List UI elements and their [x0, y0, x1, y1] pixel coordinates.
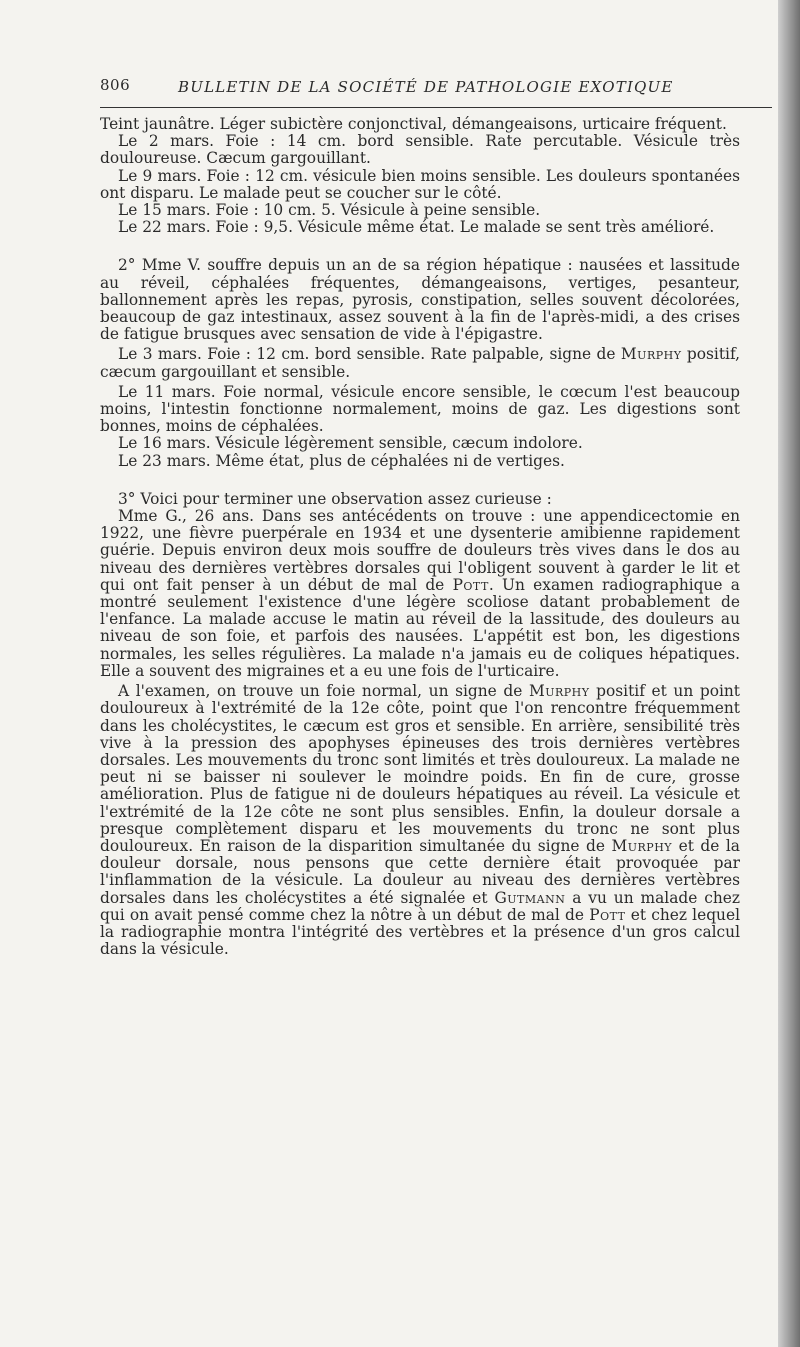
case3-paragraph: 3° Voici pour terminer une observation assez curieuse :: [118, 489, 552, 508]
author-name: Pott: [452, 575, 489, 594]
scan-edge: [778, 0, 800, 1347]
case2-paragraph: Le 16 mars. Vésicule légèrement sensible, cæcum indolore.: [118, 434, 583, 453]
author-name: Murphy: [528, 682, 590, 701]
author-name: Pott: [589, 905, 626, 924]
case1-paragraph: Le 2 mars. Foie : 14 cm. bord sensible. Rate percutable. Vésicule très douloureuse. Cæcum gargouillant.: [100, 132, 740, 168]
case2-paragraph: Le 3 mars. Foie : 12 cm. bord sensible. Rate palpable, signe de Murphy positif, cæcum gargouillant et sensible.: [100, 345, 740, 381]
article-body: [100, 116, 740, 958]
header-rule: [100, 107, 772, 108]
case3-paragraph: Mme G., 26 ans. Dans ses antécédents on trouve : une appendicectomie en 1922, une fièvre puerpérale en 1934 et une dysenterie amibienne rapidement guérie. Depuis environ deux mois souffre de douleurs très vives dans le dos au niveau des dernières vertèbres dorsales qui l'obligent souvent à garder le lit et qui ont fait penser à un début de mal de Pott. Un examen radiographique a montré seulement l'existence d'une légère scoliose datant probablement de l'enfance. La malade accuse le matin au réveil de la lassitude, des douleurs au niveau de son foie, et parfois des nausées. L'appétit est bon, les digestions normales, les selles régulières. La malade n'a jamais eu de coliques hépatiques. Elle a souvent des migraines et a eu une fois de l'urticaire.: [100, 507, 740, 680]
case2-paragraph: 2° Mme V. souffre depuis un an de sa région hépatique : nausées et lassitude au réveil, céphalées fréquentes, démangeaisons, vertiges, pesanteur, ballonnement après les repas, pyrosis, constipation, selles souvent décolorées, beaucoup de gaz intestinaux, assez souvent à la fin de l'après-midi, a des crises de fatigue brusques avec sensation de vide à l'épigastre.: [100, 256, 740, 344]
case1-paragraph: Teint jaunâtre. Léger subictère conjonctival, démangeaisons, urticaire fréquent.: [100, 115, 727, 133]
case1-paragraph: Le 9 mars. Foie : 12 cm. vésicule bien moins sensible. Les douleurs spontanées ont disparu. Le malade peut se coucher sur le côté.: [100, 166, 740, 202]
case1-paragraph: Le 22 mars. Foie : 9,5. Vésicule même état. Le malade se sent très amélioré.: [118, 218, 715, 237]
case2-paragraph: Le 11 mars. Foie normal, vésicule encore sensible, le cœcum l'est beaucoup moins, l'intestin fonctionne normalement, moins de gaz. Les digestions sont bonnes, moins de céphalées.: [100, 382, 740, 436]
author-name: Murphy: [611, 836, 673, 855]
page-header: [100, 76, 770, 102]
author-name: Gutmann: [494, 888, 566, 907]
author-name: Murphy: [620, 345, 682, 364]
running-title: BULLETIN DE LA SOCIÉTÉ DE PATHOLOGIE EXOTIQUE: [178, 78, 674, 96]
case3-paragraph: A l'examen, on trouve un foie normal, un signe de Murphy positif et un point douloureux à l'extrémité de la 12e côte, point que l'on rencontre fréquemment dans les cholécystites, le cæcum est gros et sensible. En arrière, sensibilité très vive à la pression des apophyses épineuses des trois dernières vertèbres dorsales. Les mouvements du tronc sont limités et très douloureux. La malade ne peut ni se baisser ni soulever le moindre poids. En fin de cure, grosse amélioration. Plus de fatigue ni de douleurs hépatiques au réveil. La vésicule et l'extrémité de la 12e côte ne sont plus sensibles. Enfin, la douleur dorsale a presque complètement disparu et les mouvements du tronc ne sont plus douloureux. En raison de la disparition simultanée du signe de Murphy et de la douleur dorsale, nous pensons que cette dernière était provoquée par l'inflammation de la vésicule. La douleur au niveau des dernières vertèbres dorsales dans les cholécystites a été signalée et Gutmann a vu un malade chez qui on avait pensé comme chez la nôtre à un début de mal de Pott et chez lequel la radiographie montra l'intégrité des vertèbres et la présence d'un gros calcul dans la vésicule.: [100, 682, 740, 959]
page-number: 806: [100, 76, 131, 94]
case2-paragraph: Le 23 mars. Même état, plus de céphalées ni de vertiges.: [118, 451, 565, 470]
case1-paragraph: Le 15 mars. Foie : 10 cm. 5. Vésicule à peine sensible.: [118, 201, 541, 220]
